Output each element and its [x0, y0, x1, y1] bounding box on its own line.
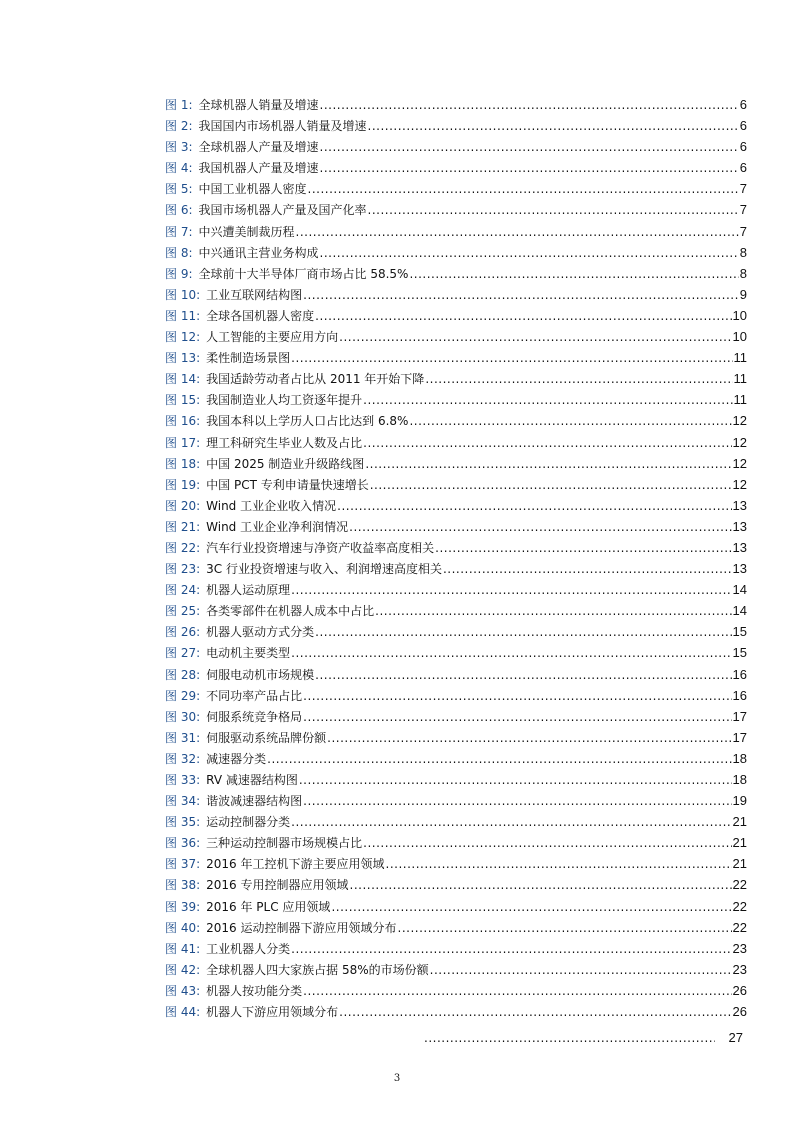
toc-entry[interactable]	[165, 136, 747, 157]
toc-entry-page: 6	[739, 118, 747, 134]
toc-entry-page: 23	[732, 961, 747, 977]
toc-entry[interactable]	[165, 178, 747, 199]
toc-entry[interactable]	[165, 600, 747, 621]
toc-entry-title: 机器人按功能分类	[206, 983, 303, 998]
toc-entry-title: 工业机器人分类	[206, 941, 291, 956]
toc-entry-title: 减速器分类	[206, 751, 267, 766]
toc-entry[interactable]	[165, 748, 747, 769]
toc-entry-page: 17	[732, 708, 747, 724]
toc-entry-title: 3C 行业投资增速与收入、利润增速高度相关	[206, 562, 442, 577]
toc-leader-dots	[386, 854, 732, 875]
toc-entry-label: 图 3:	[165, 140, 193, 155]
toc-entry-title: 理工科研究生毕业人数及占比	[206, 435, 363, 450]
toc-leader-dots	[327, 728, 731, 749]
toc-entry-page: 10	[732, 329, 747, 345]
toc-entry-title: 伺服系统竞争格局	[206, 709, 303, 724]
toc-leader-dots	[337, 496, 731, 517]
toc-entry[interactable]	[165, 811, 747, 832]
toc-entry-page: 6	[739, 160, 747, 176]
toc-entry[interactable]	[165, 664, 747, 685]
toc-entry-page: 21	[732, 856, 747, 872]
toc-leader-dots	[363, 433, 731, 454]
toc-entry[interactable]	[165, 558, 747, 579]
toc-entry-label: 图 36:	[165, 836, 201, 851]
toc-leader-dots	[320, 243, 739, 264]
toc-entry-title: 不同功率产品占比	[206, 688, 303, 703]
toc-leader-dots	[370, 475, 732, 496]
toc-entry-label: 图 44:	[165, 1005, 201, 1020]
toc-leader-dots	[320, 95, 739, 116]
toc-entry-label: 图 2:	[165, 119, 193, 134]
toc-leader-dots	[398, 918, 732, 939]
toc-entry-page: 22	[732, 877, 747, 893]
toc-entry[interactable]	[165, 706, 747, 727]
toc-entry[interactable]	[165, 263, 747, 284]
toc-leader-dots	[424, 1028, 715, 1049]
toc-leader-dots	[315, 665, 731, 686]
toc-entry-page: 18	[732, 772, 747, 787]
toc-leader-dots	[320, 137, 739, 158]
toc-entry[interactable]	[165, 1001, 747, 1022]
toc-entry[interactable]	[165, 368, 747, 389]
toc-entry[interactable]	[165, 874, 747, 895]
toc-entry-page: 15	[732, 624, 747, 640]
toc-entry[interactable]	[165, 980, 747, 1001]
toc-entry-title: 全球机器人销量及增速	[198, 98, 319, 112]
toc-entry-page: 18	[732, 750, 747, 766]
toc-entry[interactable]	[165, 347, 747, 368]
toc-entry-label: 图 30:	[165, 709, 201, 724]
figure-toc	[165, 94, 747, 1022]
toc-entry[interactable]	[165, 917, 747, 938]
toc-entry[interactable]	[165, 579, 747, 600]
toc-entry-label: 图 5:	[165, 182, 193, 197]
toc-entry-title: 全球各国机器人密度	[206, 308, 315, 323]
toc-entry-page: 10	[732, 307, 747, 323]
toc-entry[interactable]	[165, 284, 747, 305]
toc-entry[interactable]	[165, 94, 747, 115]
toc-entry-page: 23	[732, 940, 747, 956]
toc-leader-dots	[425, 369, 732, 390]
toc-entry[interactable]	[165, 790, 747, 811]
toc-entry-page: 13	[732, 561, 747, 577]
toc-leader-dots	[320, 158, 739, 179]
toc-leader-dots	[430, 960, 732, 981]
toc-entry-label: 图 7:	[165, 224, 193, 239]
toc-entry-label: 图 1:	[165, 98, 193, 112]
toc-entry-label: 图 10:	[165, 287, 201, 302]
toc-entry-label: 图 28:	[165, 667, 201, 682]
toc-entry-title: 谐波减速器结构图	[206, 794, 303, 809]
toc-entry[interactable]	[165, 432, 747, 453]
toc-entry[interactable]	[165, 221, 747, 242]
toc-entry-title: 人工智能的主要应用方向	[206, 330, 339, 345]
toc-entry-label: 图 12:	[165, 330, 201, 345]
toc-entry-title: 中兴遭美制裁历程	[198, 224, 295, 239]
toc-entry[interactable]	[165, 896, 747, 917]
toc-entry-page: 21	[732, 835, 747, 851]
toc-leader-dots	[303, 981, 731, 1002]
toc-entry-label: 图 8:	[165, 245, 193, 260]
toc-entry-title: 我国机器人产量及增速	[198, 161, 319, 176]
toc-leader-dots	[349, 517, 731, 538]
toc-entry[interactable]	[165, 157, 747, 178]
toc-entry-label: 图 25:	[165, 604, 201, 619]
toc-entry-label: 图 43:	[165, 983, 201, 998]
toc-entry-title: 我国市场机器人产量及国产化率	[198, 203, 367, 218]
toc-entry-title: 机器人运动原理	[206, 583, 291, 598]
toc-entry-label: 图 23:	[165, 562, 201, 577]
toc-entry-title: 汽车行业投资增速与净资产收益率高度相关	[206, 540, 435, 555]
toc-entry-page: 6	[739, 139, 747, 155]
toc-leader-dots	[350, 875, 732, 896]
toc-entry-title: 我国本科以上学历人口占比达到 6.8%	[206, 414, 409, 429]
toc-entry[interactable]	[165, 199, 747, 220]
toc-entry-title: 2016 运动控制器下游应用领域分布	[206, 920, 397, 935]
toc-entry-title: 全球前十大半导体厂商市场占比 58.5%	[198, 266, 409, 281]
toc-entry-page: 12	[732, 476, 747, 492]
toc-leader-dots	[368, 116, 739, 137]
toc-entry[interactable]	[165, 115, 747, 136]
toc-entry-label: 图 14:	[165, 372, 201, 387]
toc-leader-dots	[339, 327, 731, 348]
toc-entry-page: 17	[732, 729, 747, 745]
toc-entry-label: 图 20:	[165, 498, 201, 513]
toc-entry[interactable]	[165, 242, 747, 263]
toc-entry-page: 13	[732, 539, 747, 555]
toc-entry[interactable]	[165, 685, 747, 706]
toc-entry-page: 26	[732, 1004, 747, 1020]
toc-entry-page: 11	[733, 350, 747, 366]
toc-entry[interactable]	[165, 642, 747, 663]
toc-entry-label: 图 37:	[165, 857, 201, 872]
toc-entry-title: 各类零部件在机器人成本中占比	[206, 604, 375, 619]
toc-leader-dots	[267, 749, 731, 770]
page-number: 3	[393, 1073, 401, 1084]
toc-entry-page: 16	[732, 666, 747, 682]
toc-entry-title: 2016 年工控机下游主要应用领域	[206, 857, 385, 872]
toc-entry-page: 7	[739, 202, 747, 218]
toc-leader-dots	[291, 348, 732, 369]
toc-entry-title: 我国国内市场机器人销量及增速	[198, 119, 367, 134]
toc-entry-title: 2016 年 PLC 应用领域	[206, 899, 331, 914]
toc-entry[interactable]	[165, 305, 747, 326]
toc-entry-title: 我国适龄劳动者占比从 2011 年开始下降	[206, 372, 425, 387]
toc-entry[interactable]	[165, 516, 747, 537]
toc-entry[interactable]	[165, 727, 747, 748]
toc-leader-dots	[409, 411, 731, 432]
toc-entry-title: 伺服驱动系统品牌份额	[206, 730, 327, 745]
toc-entry-title: 全球机器人产量及增速	[198, 140, 319, 155]
toc-entry-page: 14	[732, 582, 747, 598]
toc-entry-label: 图 4:	[165, 161, 193, 176]
toc-entry-label: 图 9:	[165, 266, 193, 281]
toc-leader-dots	[363, 390, 732, 411]
toc-entry-title: Wind 工业企业净利润情况	[206, 519, 349, 534]
toc-entry-label: 图 31:	[165, 730, 201, 745]
toc-entry-title: 三种运动控制器市场规模占比	[206, 836, 363, 851]
toc-leader-dots	[435, 538, 731, 559]
toc-leader-dots	[315, 622, 731, 643]
toc-leader-dots	[291, 580, 731, 601]
toc-entry-page: 9	[739, 286, 747, 302]
toc-entry-label: 图 32:	[165, 751, 201, 766]
toc-entry-page: 11	[733, 371, 747, 387]
toc-entry[interactable]	[165, 832, 747, 853]
toc-leader-dots	[291, 812, 731, 833]
toc-entry-label: 图 39:	[165, 899, 201, 914]
toc-entry-label: 图 40:	[165, 920, 201, 935]
toc-entry[interactable]	[165, 938, 747, 959]
toc-entry-label: 图 34:	[165, 794, 201, 809]
toc-leader-dots	[291, 939, 731, 960]
toc-leader-dots	[303, 707, 731, 728]
toc-entry-title: 2016 专用控制器应用领域	[206, 878, 349, 893]
toc-entry-title: 工业互联网结构图	[206, 287, 303, 302]
toc-entry-label: 图 41:	[165, 941, 201, 956]
toc-leader-dots	[303, 791, 731, 812]
toc-leader-dots	[308, 179, 739, 200]
toc-entry-page: 7	[739, 181, 747, 197]
toc-entry-page: 22	[732, 919, 747, 935]
toc-leader-dots	[291, 643, 731, 664]
toc-entry-title: 中国 2025 制造业升级路线图	[206, 456, 365, 471]
toc-entry-page: 12	[732, 455, 747, 471]
toc-entry[interactable]	[165, 389, 747, 410]
toc-entry-title: 中国 PCT 专利申请量快速增长	[206, 477, 369, 492]
toc-tail-page: 27	[728, 1030, 743, 1045]
toc-leader-dots	[365, 454, 731, 475]
toc-entry-page: 22	[732, 898, 747, 914]
toc-leader-dots	[331, 897, 731, 918]
toc-entry[interactable]	[165, 326, 747, 347]
toc-entry-page: 12	[732, 434, 747, 450]
toc-entry-label: 图 15:	[165, 393, 201, 408]
toc-entry-page: 8	[739, 244, 747, 260]
toc-entry-label: 图 19:	[165, 477, 201, 492]
toc-entry-label: 图 27:	[165, 646, 201, 661]
toc-entry-page: 15	[732, 645, 747, 661]
toc-entry-title: 运动控制器分类	[206, 815, 291, 830]
toc-entry-label: 图 35:	[165, 815, 201, 830]
toc-entry-title: 机器人驱动方式分类	[206, 625, 315, 640]
toc-entry[interactable]	[165, 495, 747, 516]
toc-entry-label: 图 22:	[165, 540, 201, 555]
toc-entry-page: 16	[732, 687, 747, 703]
toc-leader-dots	[303, 686, 731, 707]
toc-entry[interactable]	[165, 959, 747, 980]
toc-entry-label: 图 21:	[165, 519, 201, 534]
toc-entry-page: 6	[739, 97, 747, 112]
toc-entry-label: 图 17:	[165, 435, 201, 450]
toc-entry-page: 12	[732, 413, 747, 429]
toc-entry-page: 26	[732, 982, 747, 998]
toc-entry-label: 图 26:	[165, 625, 201, 640]
toc-leader-dots	[303, 285, 739, 306]
toc-leader-dots	[315, 306, 731, 327]
toc-entry[interactable]	[165, 537, 747, 558]
toc-entry-title: Wind 工业企业收入情况	[206, 498, 337, 513]
toc-entry-label: 图 24:	[165, 583, 201, 598]
toc-entry-label: 图 13:	[165, 351, 201, 366]
toc-entry-title: 柔性制造场景图	[206, 351, 291, 366]
toc-entry[interactable]	[165, 410, 747, 431]
toc-entry-title: 伺服电动机市场规模	[206, 667, 315, 682]
toc-entry[interactable]	[165, 621, 747, 642]
toc-entry-title: 中国工业机器人密度	[198, 182, 307, 197]
toc-entry-page: 21	[732, 814, 747, 830]
toc-entry[interactable]	[165, 453, 747, 474]
toc-entry-label: 图 38:	[165, 878, 201, 893]
toc-leader-dots	[363, 833, 731, 854]
toc-entry-title: 全球机器人四大家族占据 58%的市场份额	[206, 962, 429, 977]
toc-entry-label: 图 18:	[165, 456, 201, 471]
toc-entry-label: 图 29:	[165, 688, 201, 703]
toc-entry-label: 图 6:	[165, 203, 193, 218]
toc-entry[interactable]	[165, 853, 747, 874]
toc-leader-dots	[299, 770, 732, 791]
toc-leader-dots	[368, 200, 739, 221]
toc-entry-page: 7	[739, 223, 747, 239]
toc-leader-dots	[409, 264, 738, 285]
toc-entry-title: 电动机主要类型	[206, 646, 291, 661]
toc-entry-title: 中兴通讯主营业务构成	[198, 245, 319, 260]
toc-entry-label: 图 33:	[165, 773, 201, 787]
toc-entry-label: 图 11:	[165, 308, 201, 323]
toc-entry[interactable]	[165, 769, 747, 790]
toc-entry-page: 19	[732, 793, 747, 809]
toc-entry-page: 8	[739, 265, 747, 281]
toc-entry-label: 图 16:	[165, 414, 201, 429]
toc-entry-page: 13	[732, 518, 747, 534]
toc-leader-dots	[375, 601, 731, 622]
toc-entry-page: 13	[732, 497, 747, 513]
toc-entry-title: RV 减速器结构图	[206, 773, 298, 787]
toc-tail-line	[423, 1027, 743, 1048]
toc-leader-dots	[296, 222, 739, 243]
toc-entry-page: 11	[733, 392, 747, 408]
toc-entry[interactable]	[165, 474, 747, 495]
toc-entry-label: 图 42:	[165, 962, 201, 977]
toc-entry-title: 我国制造业人均工资逐年提升	[206, 393, 363, 408]
toc-leader-dots	[443, 559, 732, 580]
toc-entry-page: 14	[732, 603, 747, 619]
toc-leader-dots	[339, 1002, 731, 1023]
toc-entry-title: 机器人下游应用领域分布	[206, 1005, 339, 1020]
